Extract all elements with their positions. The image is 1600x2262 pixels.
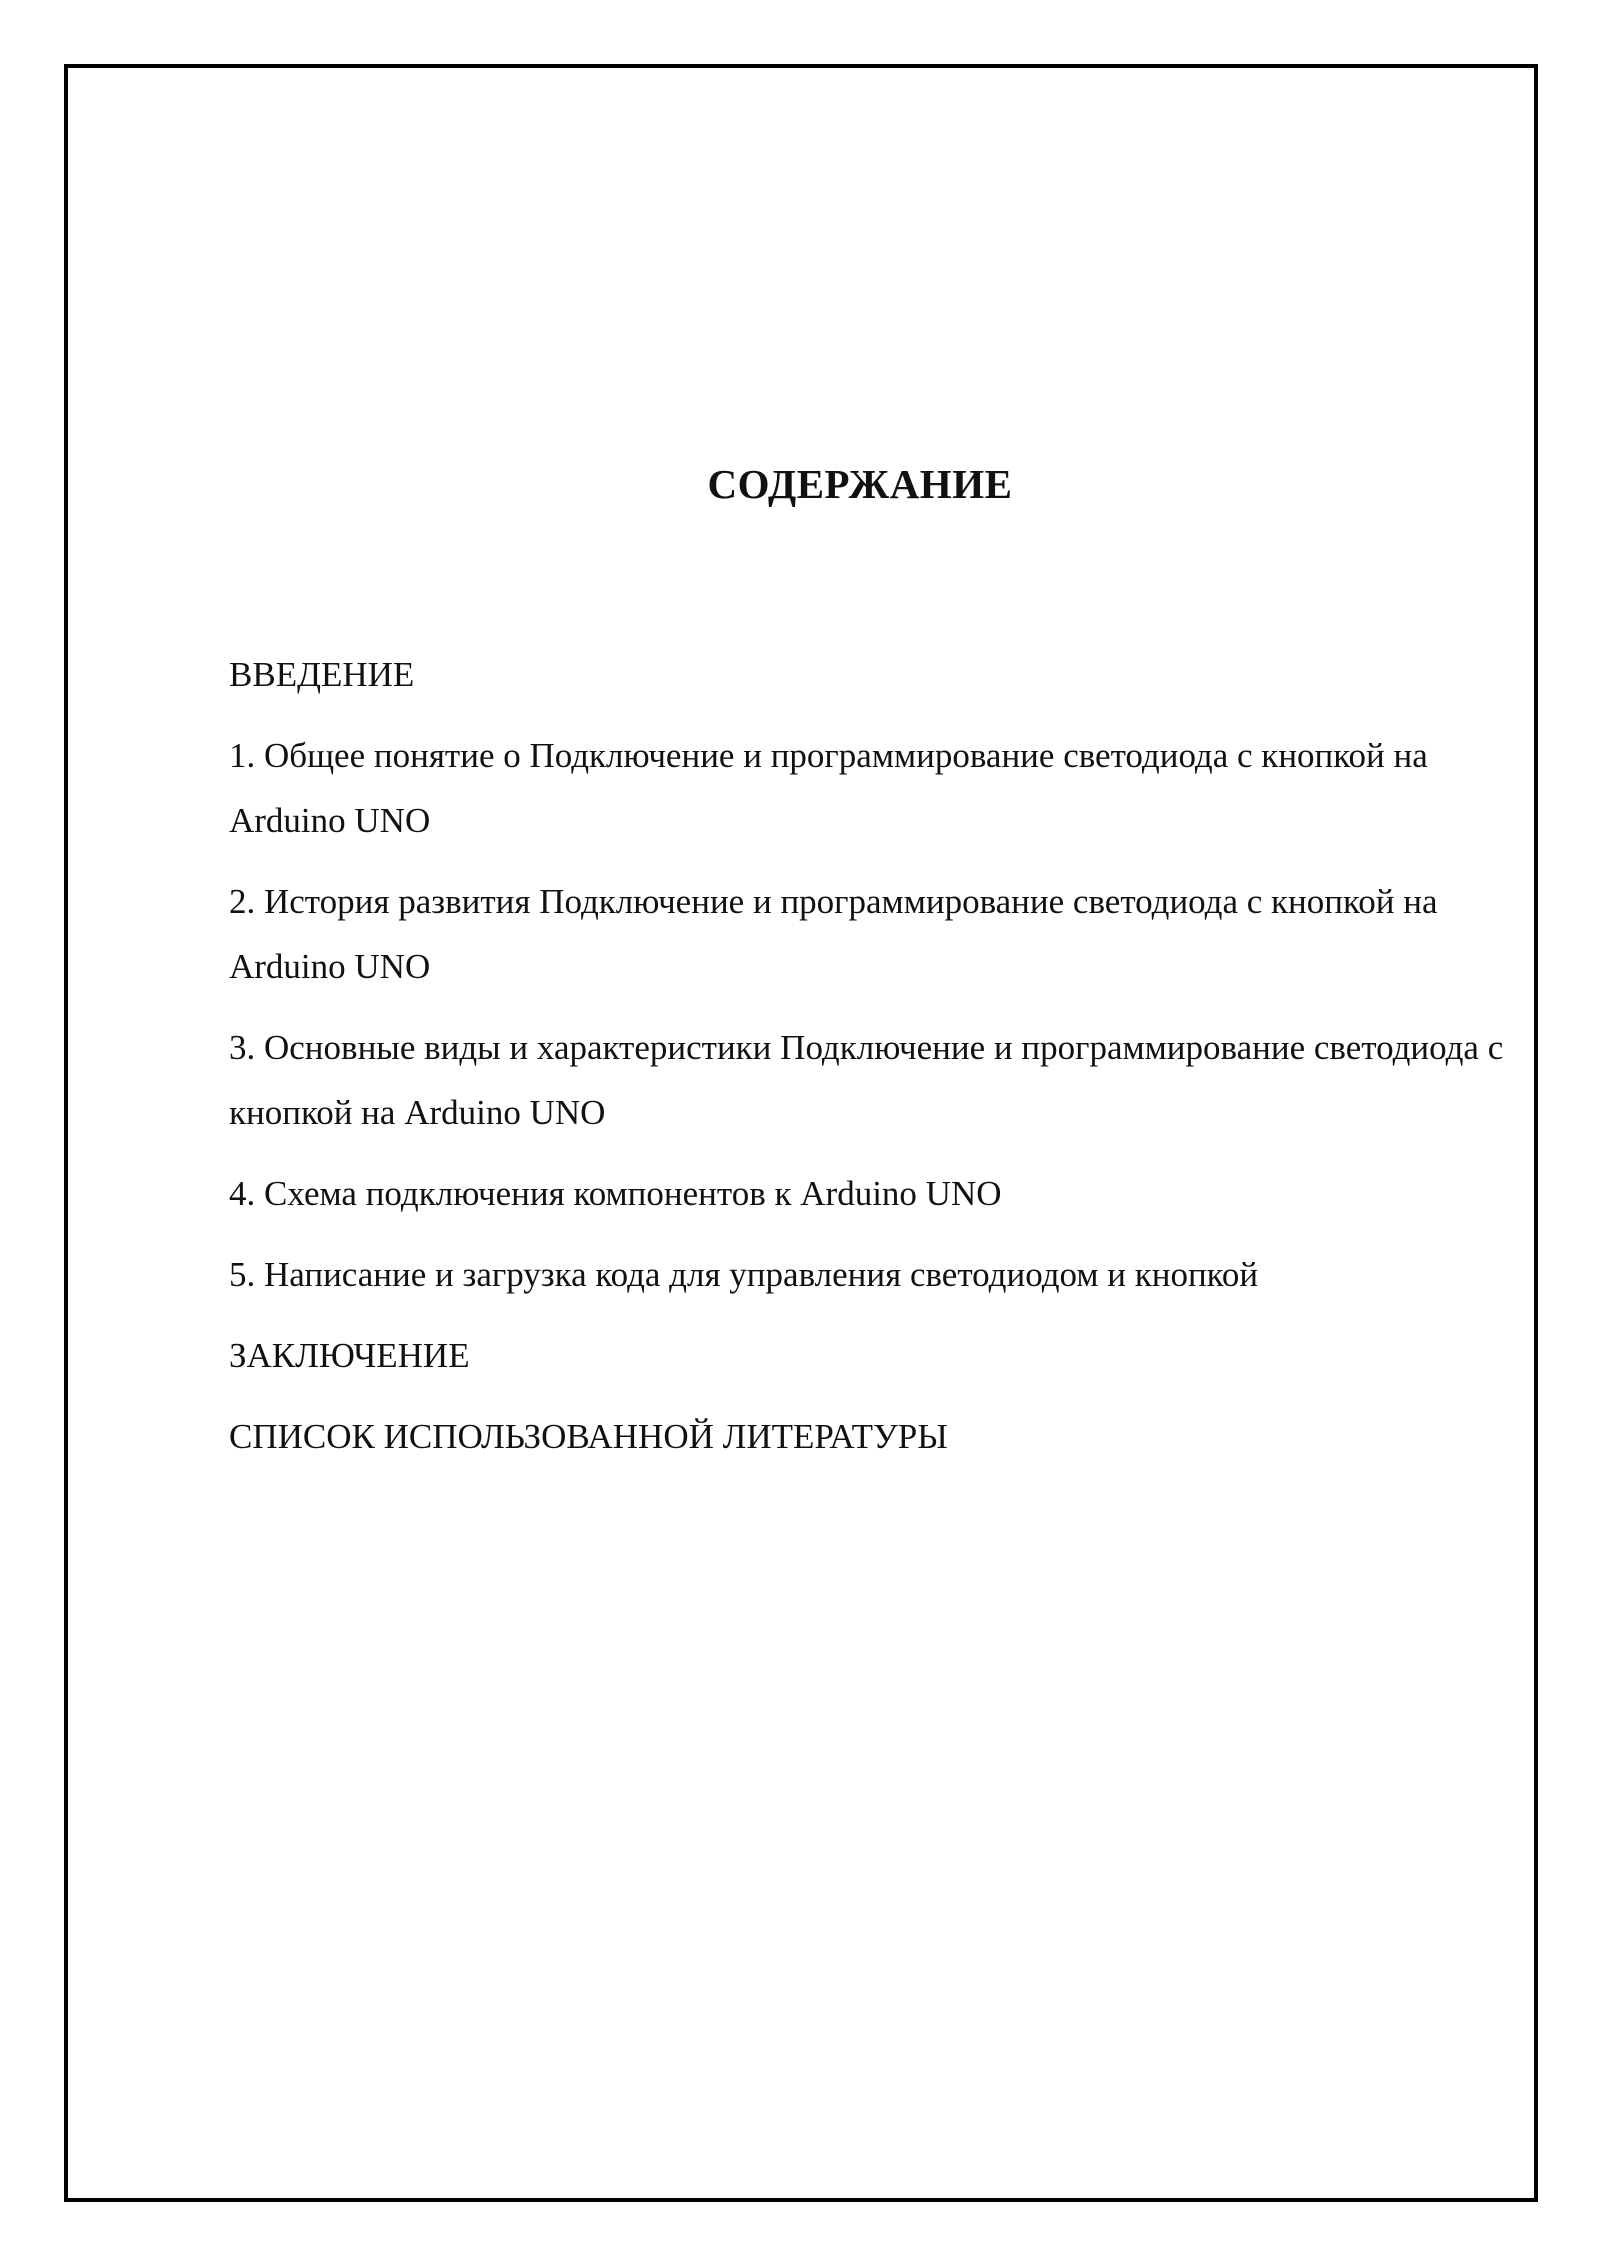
toc-item-section-2: 2. История развития Подключение и программирование светодиода с кнопкой на Arduino UNO: [229, 882, 1438, 986]
table-of-contents: [229, 642, 1519, 1485]
toc-item-references: СПИСОК ИСПОЛЬЗОВАННОЙ ЛИТЕРАТУРЫ: [229, 1417, 948, 1456]
toc-item-section-5: 5. Написание и загрузка кода для управления светодиодом и кнопкой: [229, 1255, 1259, 1294]
toc-item-conclusion: ЗАКЛЮЧЕНИЕ: [229, 1336, 470, 1375]
toc-item-section-1: 1. Общее понятие о Подключение и программирование светодиода с кнопкой на Arduino UNO: [229, 736, 1428, 840]
toc-item-introduction: ВВЕДЕНИЕ: [229, 655, 415, 694]
toc-item-section-3: 3. Основные виды и характеристики Подключение и программирование светодиода с кнопкой на Arduino UNO: [229, 1028, 1504, 1132]
page-title: СОДЕРЖАНИЕ: [707, 461, 1013, 507]
toc-item-section-4: 4. Схема подключения компонентов к Arduino UNO: [229, 1174, 1002, 1213]
